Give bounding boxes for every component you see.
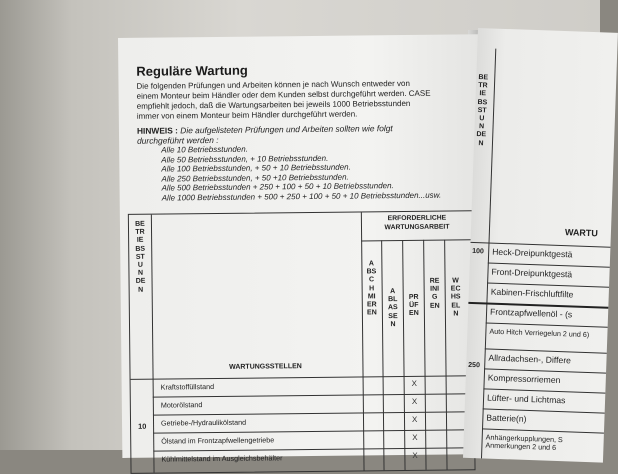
header-partial: WARTU: [564, 227, 599, 239]
hours-value: 250: [468, 361, 481, 370]
left-page: [118, 34, 484, 464]
table-divider: [361, 212, 365, 470]
list-item: Frontzapfwellenöl - (s: [489, 306, 573, 320]
list-item: Lüfter- und Lichtmas: [486, 392, 566, 406]
col-header-wartungsstellen: WARTUNGSSTELLEN: [229, 363, 302, 371]
col-header-abschmieren: ABSCHMIEREN: [366, 260, 377, 317]
interval-item: Alle 500 Betriebsstunden + 250 + 100 + 50 + 10 Betriebsstunden.: [161, 181, 394, 193]
interval-item: Alle 10 Betriebsstunden.: [161, 144, 248, 155]
intro-line: immer von einem Monteur beim Händler durchgeführt werden.: [136, 109, 358, 121]
col-header-ablassen: ABLASSEN: [387, 288, 398, 328]
list-item: Kompressorriemen: [487, 372, 561, 386]
page-title: Reguläre Wartung: [136, 62, 248, 79]
table-row: Kraftstoffüllstand: [160, 382, 215, 392]
header-group-line: ERFORDERLICHE: [387, 214, 447, 223]
table-row: Getriebe-/Hydraulikölstand: [160, 417, 247, 428]
col-header-wechseln: WECHSELN: [450, 277, 461, 318]
intro-line: einem Monteur beim Händler oder dem Kunden selbst durchgeführt werden. CASE: [136, 88, 431, 101]
table-row: Ölstand im Frontzapfwellengetriebe: [161, 435, 275, 446]
table-divider: [151, 215, 155, 473]
list-item: Kabinen-Frischluftfilte: [490, 286, 574, 300]
interval-list: [161, 143, 441, 203]
interval-item: Alle 50 Betriebsstunden, + 10 Betriebsstunden.: [161, 153, 329, 165]
interval-item: Alle 1000 Betriebsstunden + 500 + 250 + 100 + 50 + 10 Betriebsstunden...usw.: [161, 190, 442, 203]
intro-line: empfiehlt jedoch, daß die Wartungsarbeiten bei jeweils 1000 Betriebsstunden: [136, 98, 411, 111]
col-header-hours: BETRIEBSSTUNDEN: [135, 220, 146, 294]
list-item: Heck-Dreipunktgestä: [492, 246, 573, 260]
col-header-pruefen: PRÜFEN: [408, 293, 419, 318]
header-group: [361, 213, 473, 232]
table-divider: [381, 240, 384, 470]
note-text: Die aufgelisteten Prüfungen und Arbeiten sollten wie folgt: [180, 123, 393, 136]
list-item: Anhängerkupplungen, S Anmerkungen 2 und 6: [485, 432, 563, 452]
intro-line: Die folgenden Prüfungen und Arbeiten können je nach Wunsch entweder von: [136, 78, 410, 91]
list-item: Front-Dreipunktgestä: [491, 266, 573, 280]
list-item: Batterie(n): [486, 412, 527, 424]
header-group-line: WARTUNGSARBEIT: [384, 223, 450, 232]
list-item: Allradachsen-, Differe: [488, 352, 572, 366]
hours-value: 10: [138, 421, 147, 431]
hours-value: 100: [472, 247, 485, 256]
interval-item: Alle 100 Betriebsstunden, + 50 + 10 Betriebsstunden.: [161, 162, 351, 174]
check-mark: X: [412, 450, 418, 460]
col-header-hours: BETRIEBSSTUNDEN: [476, 74, 489, 147]
intro-paragraph: [136, 78, 466, 121]
table-divider: [444, 240, 447, 470]
col-header-reinigen: REINIGEN: [429, 277, 440, 310]
right-page: [463, 28, 618, 463]
right-table: [463, 48, 617, 463]
note-label: HINWEIS :: [136, 125, 178, 136]
check-mark: X: [411, 378, 418, 388]
table-row: Motorölstand: [160, 400, 203, 410]
table-divider: [361, 239, 472, 241]
check-mark: X: [412, 432, 418, 442]
table-row: Kühlmittelstand im Ausgleichsbehälter: [161, 453, 283, 464]
table-divider: [131, 375, 474, 380]
list-item: Auto Hitch Verriegelun 2 und 6): [489, 326, 590, 340]
check-mark: X: [411, 414, 418, 424]
note-text-cont: durchgeführt werden :: [137, 134, 219, 146]
table-divider: [402, 240, 405, 470]
interval-item: Alle 250 Betriebsstunden, + 50 +10 Betriebsstunden.: [161, 172, 349, 184]
check-mark: X: [411, 396, 418, 406]
table-divider: [423, 240, 426, 470]
maintenance-table: [128, 210, 476, 474]
